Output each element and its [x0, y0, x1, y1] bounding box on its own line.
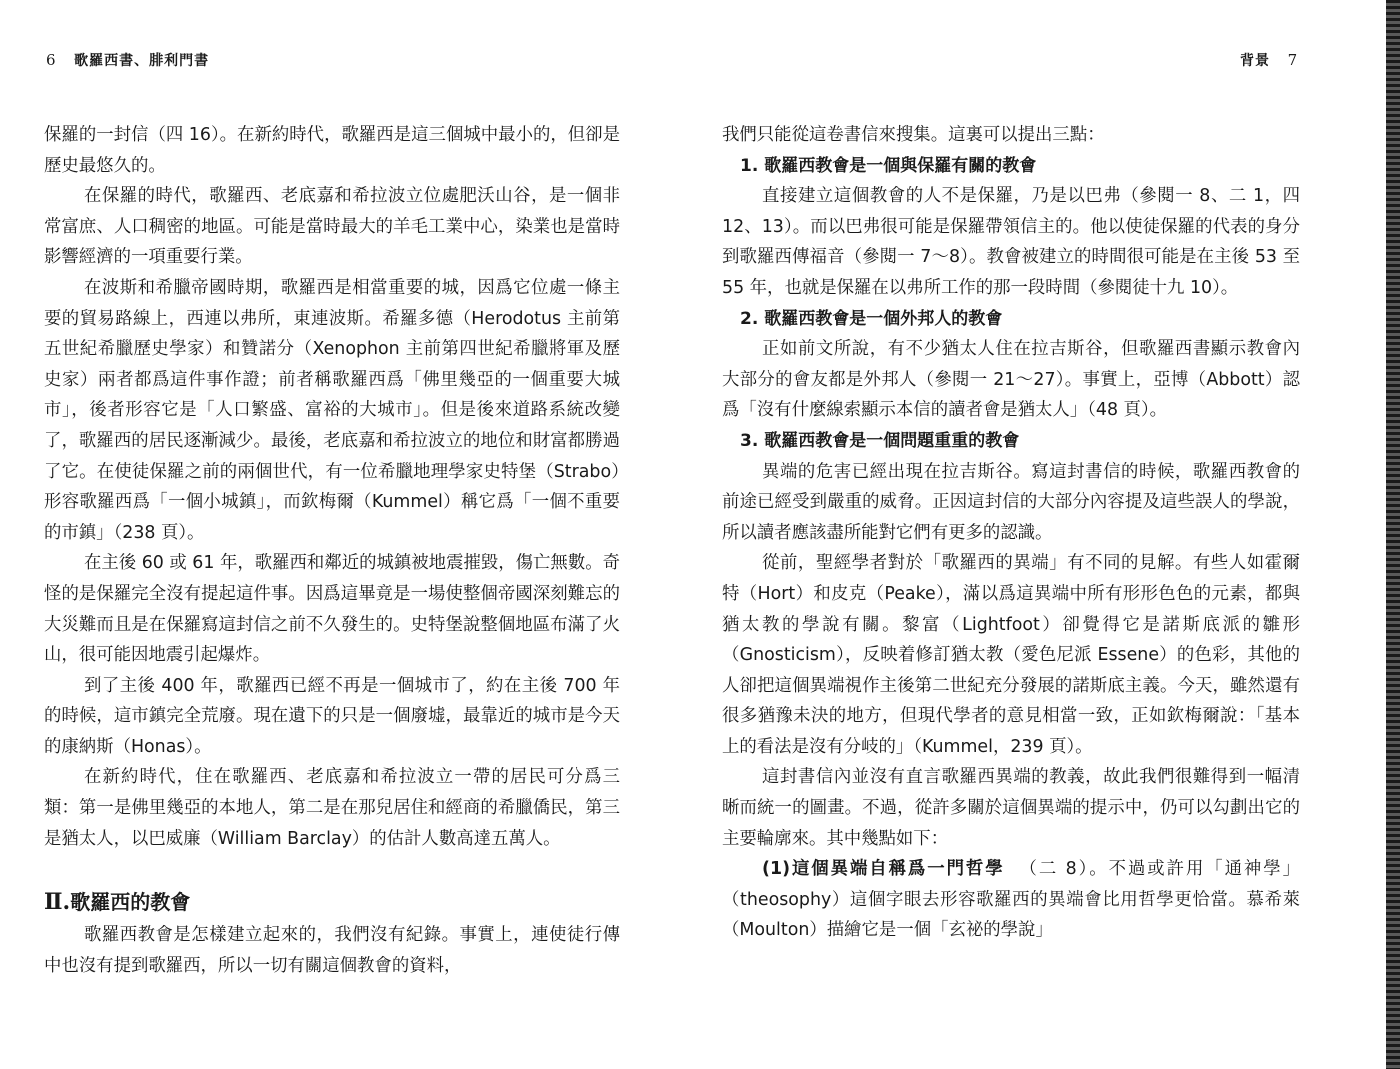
paragraph: 在新約時代，住在歌羅西、老底嘉和希拉波立一帶的居民可分爲三類：第一是佛里幾亞的本地人，第二是在那兒居住和經商的希臘僑民，第三是猶太人，以巴威廉（William Barclay）的估計人數高達五萬人。: [44, 767, 620, 849]
paragraph: 在波斯和希臘帝國時期，歌羅西是相當重要的城，因爲它位處一條主要的貿易路線上，西連以弗所，東連波斯。希羅多德（Herodotus 主前第五世紀希臘歷史學家）和贊諾分（Xenophon 主前第四世紀希臘將軍及歷史家）兩者都爲這件事作證；前者稱歌羅西爲「佛里幾亞的一個重要大城市」，後者形容它是「人口繁盛、富裕的大城市」。但是後來道路系統改變了，歌羅西的居民逐漸減少。最後，老底嘉和希拉波立的地位和財富都勝過了它。在使徒保羅之前的兩個世代，有一位希臘地理學家史特堡（Strabo）形容歌羅西爲「一個小城鎮」，而欽梅爾（Kummel）稱它爲「一個不重要的市鎮」（238 頁）。: [44, 277, 620, 543]
paragraph: 保羅的一封信（四 16）。在新約時代，歌羅西是這三個城中最小的，但卻是歷史最悠久的。: [44, 125, 620, 176]
right-header-title: 背景: [1240, 53, 1270, 69]
right-page: [700, 0, 1400, 1069]
paragraph: 在保羅的時代，歌羅西、老底嘉和希拉波立位處肥沃山谷，是一個非常富庶、人口稠密的地區。可能是當時最大的羊毛工業中心，染業也是當時影響經濟的一項重要行業。: [44, 186, 620, 268]
section-number: Ⅱ.: [44, 889, 71, 916]
left-page: [0, 0, 690, 1069]
point-heading: 2. 歌羅西教會是一個外邦人的教會: [740, 308, 1003, 329]
paragraph: 在主後 60 或 61 年，歌羅西和鄰近的城鎮被地震摧毀，傷亡無數。奇怪的是保羅完全沒有提起這件事。因爲這畢竟是一場使整個帝國深刻難忘的大災難而且是在保羅寫這封信之前不久發生的。史特堡說整個地區布滿了火山，很可能因地震引起爆炸。: [44, 553, 620, 666]
left-running-header: [46, 50, 209, 70]
paragraph: 歌羅西教會是怎樣建立起來的，我們沒有紀錄。事實上，連使徒行傳中也沒有提到歌羅西，所以一切有關這個教會的資料，: [44, 925, 620, 976]
left-header-title: 歌羅西書、腓利門書: [74, 53, 210, 69]
paragraph: 從前，聖經學者對於「歌羅西的異端」有不同的見解。有些人如霍爾特（Hort）和皮克（Peake），滿以爲這異端中所有形形色色的元素，都與猶太教的學說有關。黎富（Lightfoot）卻覺得它是諾斯底派的雛形（Gnosticism），反映着修訂猶太教（愛色尼派 Essene）的色彩，其他的人卻把這個異端視作主後第二世紀充分發展的諾斯底主義。今天，雖然還有很多猶豫未決的地方，但現代學者的意見相當一致，正如欽梅爾說：「基本上的看法是沒有分岐的」（Kummel，239 頁）。: [722, 553, 1300, 757]
right-page-body: [722, 120, 1300, 946]
section-heading: [44, 884, 620, 920]
section-title: 歌羅西的教會: [70, 890, 191, 915]
subpoint-label: (1)這個異端自稱爲一門哲學: [762, 859, 1005, 880]
right-page-number: 7: [1287, 51, 1299, 69]
paragraph: 到了主後 400 年，歌羅西已經不再是一個城市了，約在主後 700 年的時候，這市鎮完全荒廢。現在遺下的只是一個廢墟，最靠近的城市是今天的康納斯（Honas）。: [44, 675, 620, 757]
point-heading: 1. 歌羅西教會是一個與保羅有關的教會: [740, 155, 1037, 176]
right-running-header: [1240, 50, 1298, 70]
paragraph: 直接建立這個教會的人不是保羅，乃是以巴弗（參閱一 8、二 1，四 12、13）。而以巴弗很可能是保羅帶領信主的。他以使徒保羅的代表的身分到歌羅西傳福音（參閱一 7～8）。教會被建立的時間很可能是在主後 53 至 55 年，也就是保羅在以弗所工作的那一段時間（參閱徒十九 10）。: [722, 186, 1300, 298]
paragraph: 異端的危害已經出現在拉吉斯谷。寫這封書信的時候，歌羅西教會的前途已經受到嚴重的威脅。正因這封信的大部分內容提及這些誤人的學說，所以讀者應該盡所能對它們有更多的認識。: [722, 461, 1300, 543]
paragraph: 這封書信內並沒有直言歌羅西異端的教義，故此我們很難得到一幅清晰而統一的圖畫。不過，從許多關於這個異端的提示中，仍可以勾劃出它的主要輪廓來。其中幾點如下：: [722, 767, 1300, 849]
subpoint-paragraph: [722, 854, 1300, 946]
subpoint-text: （二 8）。不過或許用「通神學」（theosophy）這個字眼去形容歌羅西的異端會比用哲學更恰當。慕希萊（Moulton）描繪它是一個「玄祕的學說」: [722, 859, 1300, 941]
binding-edge: [1386, 0, 1400, 1069]
point-heading: 3. 歌羅西教會是一個問題重重的教會: [740, 430, 1020, 451]
left-page-number: 6: [46, 51, 57, 69]
left-page-body: [44, 120, 620, 981]
paragraph: 我們只能從這卷書信來搜集。這裏可以提出三點：: [722, 125, 1105, 145]
paragraph: 正如前文所說，有不少猶太人住在拉吉斯谷，但歌羅西書顯示教會內大部分的會友都是外邦人（參閱一 21～27）。事實上，亞博（Abbott）認爲「沒有什麼線索顯示本信的讀者會是猶太人」（48 頁）。: [722, 339, 1300, 421]
